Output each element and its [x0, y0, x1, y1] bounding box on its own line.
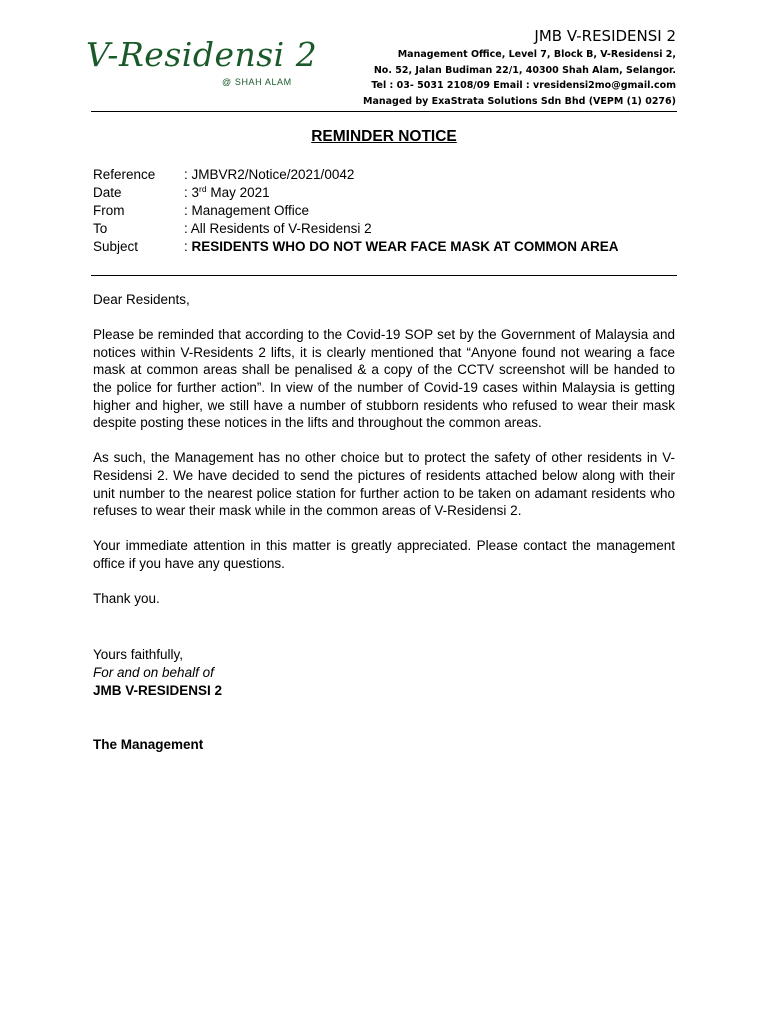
- address-line-1: Management Office, Level 7, Block B, V-Residensi 2,: [397, 49, 676, 60]
- logo: [86, 35, 346, 87]
- notice-meta: [93, 166, 619, 256]
- paragraph-2: As such, the Management has no other choice but to protect the safety of other residents in V-Residensi 2. We have decided to send the pictures of residents attached below along with their unit number to the nearest police station for further action to be taken on adamant residents who refuses to wear their mask while in the common areas of V-Residensi 2.: [93, 450, 675, 519]
- logo-subtext: @ SHAH ALAM: [222, 77, 292, 87]
- reference-label: Reference: [93, 167, 156, 182]
- header-divider: [91, 111, 677, 112]
- date-month-year: May 2021: [206, 185, 270, 200]
- to-value: : All Residents of V-Residensi 2: [184, 221, 372, 236]
- salutation: Dear Residents,: [93, 292, 190, 307]
- meta-row-from: [93, 202, 619, 220]
- to-label: To: [93, 221, 108, 236]
- notice-title: REMINDER NOTICE: [311, 128, 457, 145]
- date-day: : 3: [184, 185, 200, 200]
- date-ordinal: rd: [199, 184, 207, 194]
- from-label: From: [93, 203, 125, 218]
- meta-row-subject: [93, 238, 619, 256]
- meta-row-reference: [93, 166, 619, 184]
- signatory: The Management: [93, 737, 204, 752]
- meta-row-to: [93, 220, 619, 238]
- reference-value: : JMBVR2/Notice/2021/0042: [184, 167, 355, 182]
- address-line-2: No. 52, Jalan Budiman 22/1, 40300 Shah Alam, Selangor.: [373, 64, 676, 76]
- date-value: [184, 184, 270, 202]
- subject-text: RESIDENTS WHO DO NOT WEAR FACE MASK AT COMMON AREA: [191, 239, 619, 254]
- contact-line: Tel : 03- 5031 2108/09 Email : vresidensi2mo@gmail.com: [371, 80, 676, 91]
- paragraph-3: Your immediate attention in this matter is greatly appreciated. Please contact the management office if you have any questions.: [93, 538, 675, 571]
- letter-body: [93, 291, 675, 625]
- letterhead: [363, 25, 676, 109]
- logo-text: V-Residensi 2: [86, 35, 318, 74]
- managed-by-line: Managed by ExaStrata Solutions Sdn Bhd (VEPM (1) 0276): [362, 95, 676, 107]
- thanks: Thank you.: [93, 591, 160, 607]
- paragraph-1: Please be reminded that according to the Covid-19 SOP set by the Government of Malaysia and notices within V-Residents 2 lifts, it is clearly mentioned that “Anyone found not wearing a face mask at common areas shall be penalised & a copy of the CCTV screenshot will be handed to the police for further action”. In view of the number of Covid-19 cases within Malaysia is getting higher and higher, we still have a number of stubborn residents who refused to wear their mask despite posting these notices in the lifts and throughout the common areas.: [93, 327, 675, 431]
- from-value: : Management Office: [184, 203, 310, 218]
- closing: Yours faithfully,: [93, 647, 184, 662]
- org-name: JMB V-RESIDENSI 2: [534, 27, 676, 45]
- signature-block: [93, 646, 222, 700]
- subject-value: [184, 238, 619, 256]
- meta-row-date: [93, 184, 619, 202]
- date-label: Date: [93, 185, 122, 200]
- on-behalf-line: For and on behalf of: [93, 665, 214, 680]
- signature-org: JMB V-RESIDENSI 2: [93, 683, 223, 698]
- meta-divider: [91, 275, 677, 276]
- subject-colon: :: [184, 239, 192, 254]
- subject-label: Subject: [93, 239, 139, 254]
